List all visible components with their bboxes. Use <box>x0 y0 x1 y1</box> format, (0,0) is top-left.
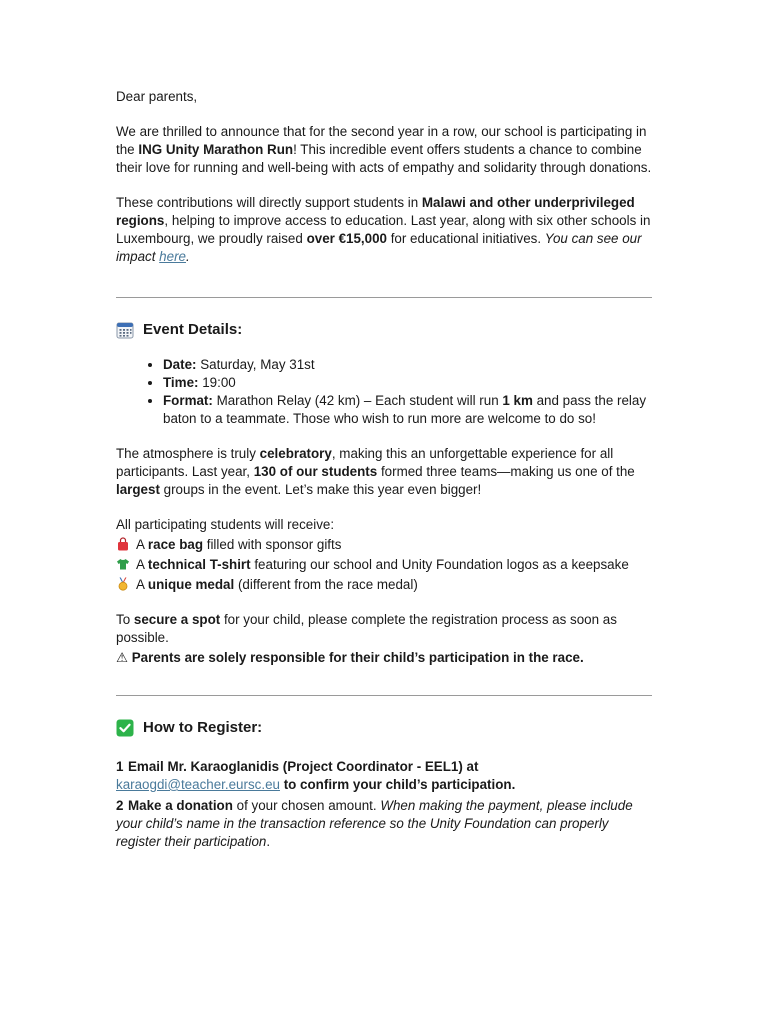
event-details-title: Event Details: <box>143 321 243 338</box>
intro-paragraph-1: We are thrilled to announce that for the second year in a row, our school is participating in the ING Unity Marathon Run! This incredible event offers students a chance to combine their love for running and well-being with acts of empathy and solidarity through donations. <box>116 124 652 175</box>
detail-time: • Time: 19:00 <box>163 374 652 392</box>
letter-content <box>116 88 652 851</box>
receive-item-medal: A unique medal (different from the race medal) <box>116 576 652 594</box>
medal-icon <box>116 577 130 591</box>
greeting: Dear parents, <box>116 89 198 104</box>
receive-intro: All participating students will receive: <box>116 517 335 532</box>
event-details-list <box>116 356 652 428</box>
shopping-bag-icon <box>116 537 130 551</box>
register-step-1: 1 Email Mr. Karaoglanidis (Project Coordinator - EEL1) at karaogdi@teacher.eursc.eu to confirm your child’s participation. <box>116 759 516 792</box>
register-step-2: 2 Make a donation of your chosen amount. When making the payment, please include your child’s name in the transaction reference so the Unity Foundation can properly register their participation. <box>116 798 633 849</box>
step-2-number: 2 <box>116 798 124 813</box>
intro-paragraph-2: These contributions will directly support students in Malawi and other underprivileged regions, helping to improve access to education. Last year, along with six other schools in Luxembourg, we proudly raised over €15,000 for educational initiatives. You can see our impact here. <box>116 195 651 264</box>
warning-line: ⚠ Parents are solely responsible for their child’s participation in the race. <box>116 650 584 665</box>
calendar-icon <box>116 321 134 339</box>
how-to-register-heading <box>116 719 652 737</box>
warning-icon: ⚠ <box>116 650 129 665</box>
detail-format: • Format: Marathon Relay (42 km) – Each student will run 1 km and pass the relay baton to a teammate. Those who wish to run more are welcome to do so! <box>163 392 652 428</box>
coordinator-email-link[interactable]: karaogdi@teacher.eursc.eu <box>116 777 280 792</box>
amount-raised: over €15,000 <box>306 231 387 246</box>
impact-link[interactable]: here <box>159 249 186 264</box>
event-name: ING Unity Marathon Run <box>138 142 294 157</box>
receive-item-tshirt: A technical T-shirt featuring our school and Unity Foundation logos as a keepsake <box>116 556 652 574</box>
receive-item-race-bag: A race bag filled with sponsor gifts <box>116 536 652 554</box>
atmosphere-paragraph: The atmosphere is truly celebratory, making this an unforgettable experience for all participants. Last year, 130 of our students formed three teams—making us one of the largest groups in the event. Let’s make this year even bigger! <box>116 446 635 497</box>
step-1-number: 1 <box>116 759 124 774</box>
how-to-register-title: How to Register: <box>143 719 263 736</box>
secure-paragraph: To secure a spot for your child, please complete the registration process as soon as possible. <box>116 612 617 645</box>
tshirt-icon <box>116 557 130 571</box>
detail-date: • Date: Saturday, May 31st <box>163 356 652 374</box>
event-details-heading <box>116 321 652 339</box>
check-mark-icon <box>116 719 134 737</box>
